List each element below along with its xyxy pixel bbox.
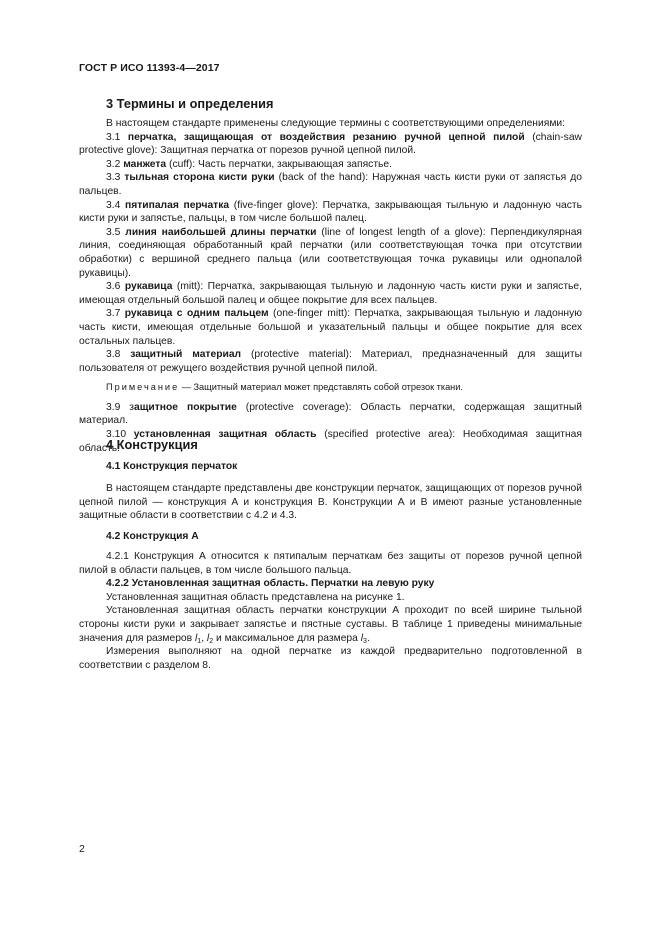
term-3-1: 3.1 перчатка, защищающая от воздействия резанию ручной цепной пилой (chain-saw protective glove): Защитная перчатка от порезов ручной цепной пилой. [79, 131, 582, 157]
section-3-title: 3 Термины и определения [106, 96, 274, 111]
section-4-2-1-text: 4.2.1 Конструкция А относится к пятипалым перчаткам без защиты от порезов ручной цепной пилой в области пальцев, в том числе большого пальца. [79, 551, 582, 576]
term-3-7: 3.7 рукавица с одним пальцем (one-finger mitt): Перчатка, закрывающая тыльную и ладонную часть кисти, имеющая отдельные большой и указательный пальцы и общее покрытие для всех остальных пальцев. [79, 308, 582, 347]
section-3-body [79, 117, 582, 455]
term-3-2: 3.2 манжета (cuff): Часть перчатки, закрывающая запястье. [106, 158, 392, 170]
term-3-4: 3.4 пятипалая перчатка (five-finger glove): Перчатка, закрывающая тыльную и ладонную часть кисти руки и запястье, пальцы, в том числе большой палец. [79, 199, 582, 225]
page-number: 2 [79, 843, 85, 855]
term-3-3: 3.3 тыльная сторона кисти руки (back of the hand): Наружная часть кисти руки от запястья до пальцев. [79, 172, 582, 197]
section-4-2-2-title: 4.2.2 Установленная защитная область. Перчатки на левую руку [106, 578, 435, 590]
term-3-5: 3.5 линия наибольшей длины перчатки (line of longest length of a glove): Перпендикулярная линия, соединяющая обработанный край перчатки (или соответствующая точка при отсутствии обработки) с вершиной среднего пальца (или соответствующая точка рукавицы или однопалой рукавицы). [79, 226, 583, 279]
section-4-2-2-p3: Измерения выполняют на одной перчатке из каждой предварительно подготовленной в соответствии с разделом 8. [79, 646, 582, 671]
section-3-intro: В настоящем стандарте применены следующие термины с соответствующими определениями: [106, 118, 566, 129]
term-3-8: 3.8 защитный материал (protective material): Материал, предназначенный для защиты пользователя от режущего воздействия ручной цепной пилой. [79, 349, 582, 374]
section-4-1-text: В настоящем стандарте представлены две конструкции перчаток, защищающих от порезов ручной цепной пилой — конструкция А и конструкция В. Конструкции А и В имеют разные установленные защитные области в соответствии с 4.2 и 4.3. [79, 483, 582, 522]
section-4-2-2-p1: Установленная защитная область представлена на рисунке 1. [106, 591, 405, 603]
note: Примечание — Защитный материал может представлять собой отрезок ткани. [106, 382, 463, 393]
section-4-1-title: 4.1 Конструкция перчаток [106, 461, 238, 472]
section-4-1-body [79, 482, 582, 523]
term-3-6: 3.6 рукавица (mitt): Перчатка, закрывающая тыльную и ладонную часть кисти руки и запястье, имеющая отдельный большой палец и общее покрытие для всех пальцев. [79, 281, 582, 306]
section-4-title: 4 Конструкция [106, 437, 198, 452]
section-4-2-body [79, 550, 582, 672]
standard-header: ГОСТ Р ИСО 11393-4—2017 [79, 62, 220, 74]
term-3-10: 3.10 установленная защитная область (specified protective area): Необходимая защитная область. [79, 429, 582, 454]
section-4-2-title: 4.2 Конструкция А [106, 531, 199, 542]
section-4-2-2-p2: Установленная защитная область перчатки конструкции А проходит по всей ширине тыльной стороны кисти руки и закрывает запястье и пястные суставы. В таблице 1 приведены минимальные значения для размеров $l_1$, $l_2$ и максимальное для размера $l_3$. [79, 605, 582, 645]
term-3-9: 3.9 защитное покрытие (protective coverage): Область перчатки, содержащая защитный материал. [79, 401, 583, 427]
